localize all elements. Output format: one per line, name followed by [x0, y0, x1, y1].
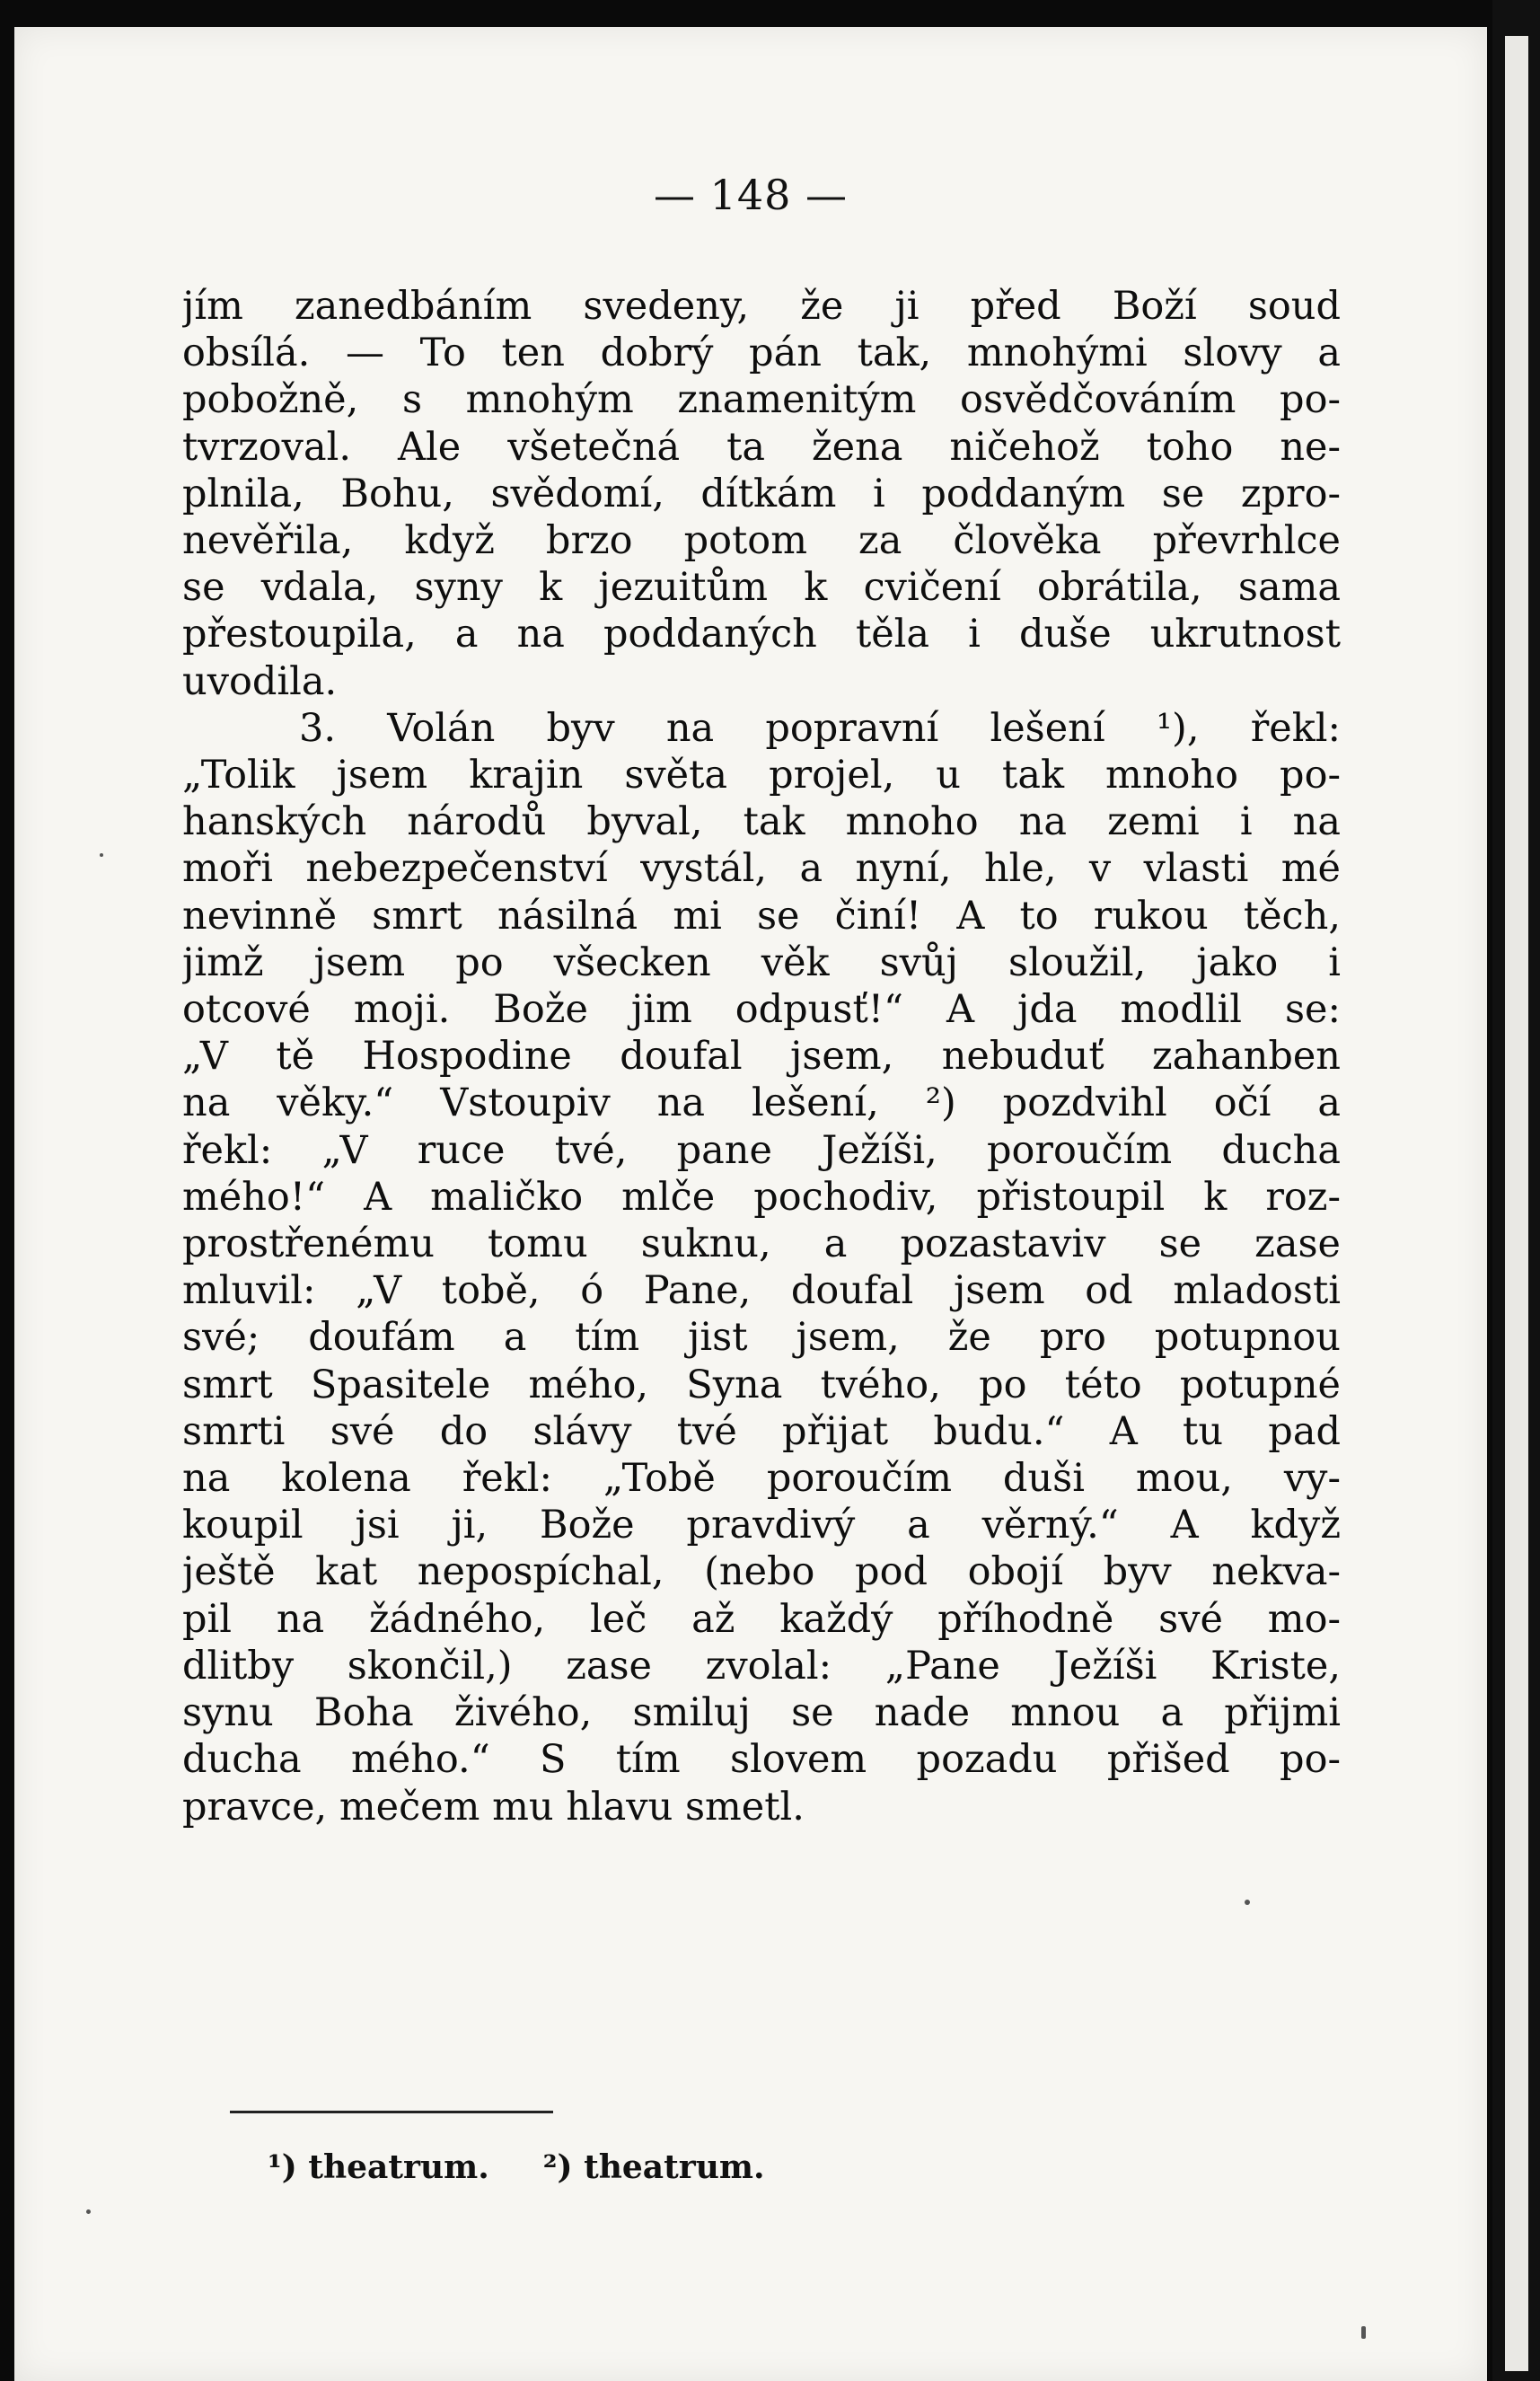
footnote-1: ¹) theatrum.: [268, 2148, 489, 2186]
text-line: přestoupila, a na poddaných těla i duše ukrutnost: [182, 612, 1341, 657]
text-line: mluvil: „V tobě, ó Pane, doufal jsem od mladosti: [182, 1268, 1341, 1314]
text-line: mého!“ A maličko mlče pochodiv, přistoupil k roz-: [182, 1174, 1341, 1220]
text-line: jimž jsem po všecken věk svůj sloužil, jako i: [182, 939, 1341, 985]
footnote-rule: [230, 2111, 553, 2113]
paragraph-start-line: 3. Volán byv na popravní lešení ¹), řekl:: [299, 705, 1341, 751]
text-line: na věky.“ Vstoupiv na lešení, ²) pozdvihl očí a: [182, 1080, 1341, 1126]
text-line: synu Boha živého, smiluj se nade mnou a přijmi: [182, 1690, 1341, 1736]
body-text: [182, 283, 1341, 1830]
text-line: se vdala, syny k jezuitům k cvičení obrátila, sama: [182, 565, 1341, 611]
paper-speck: [1245, 1900, 1250, 1905]
text-line: „Tolik jsem krajin světa projel, u tak mnoho po-: [182, 753, 1341, 798]
text-line: tvrzoval. Ale všetečná ta žena ničehož toho ne-: [182, 424, 1341, 470]
text-line: dlitby skončil,) zase zvolal: „Pane Ježíši Kriste,: [182, 1643, 1341, 1689]
text-line: koupil jsi ji, Bože pravdivý a věrný.“ A když: [182, 1503, 1341, 1548]
text-line: obsílá. — To ten dobrý pán tak, mnohými slovy a: [182, 331, 1341, 376]
text-line: řekl: „V ruce tvé, pane Ježíši, poroučím ducha: [182, 1127, 1341, 1173]
paper-speck: [86, 2209, 91, 2214]
footnote-2: ²) theatrum.: [542, 2148, 765, 2186]
text-line: prostřenému tomu suknu, a pozastaviv se zase: [182, 1221, 1341, 1267]
text-line: plnila, Bohu, svědomí, dítkám i poddaným se zpro-: [182, 471, 1341, 516]
text-line: ještě kat nepospíchal, (nebo pod obojí byv nekva-: [182, 1549, 1341, 1595]
text-line: smrti své do slávy tvé přijat budu.“ A tu pad: [182, 1408, 1341, 1454]
paper-speck: [1361, 2326, 1366, 2339]
text-line: otcové moji. Bože jim odpusť!“ A jda modlil se:: [182, 987, 1341, 1033]
text-line: pobožně, s mnohým znamenitým osvědčováním po-: [182, 377, 1341, 423]
page-number: — 148 —: [653, 171, 849, 219]
text-line: „V tě Hospodine doufal jsem, nebuduť zahanben: [182, 1034, 1341, 1080]
text-line: moři nebezpečenství vystál, a nyní, hle, v vlasti mé: [182, 846, 1341, 892]
text-line: nevinně smrt násilná mi se činí! A to rukou těch,: [182, 893, 1341, 939]
text-line: uvodila.: [182, 658, 338, 704]
text-line: nevěřila, když brzo potom za člověka převrhlce: [182, 518, 1341, 564]
adjacent-page-edge: [1492, 0, 1540, 2381]
text-line: jím zanedbáním svedeny, že ji před Boží soud: [182, 284, 1341, 329]
text-line: ducha mého.“ S tím slovem pozadu přišed po-: [182, 1737, 1341, 1783]
page-edge-strip: [1505, 36, 1528, 2371]
text-line: své; doufám a tím jist jsem, že pro potupnou: [182, 1315, 1341, 1361]
book-page: [14, 27, 1487, 2381]
text-line: smrt Spasitele mého, Syna tvého, po této potupné: [182, 1362, 1341, 1407]
text-line: na kolena řekl: „Tobě poroučím duši mou, vy-: [182, 1456, 1341, 1502]
paper-speck: [100, 853, 103, 857]
footnotes: [268, 2148, 765, 2186]
text-line: pravce, mečem mu hlavu smetl.: [182, 1784, 805, 1830]
text-line: hanských národů byval, tak mnoho na zemi i na: [182, 799, 1341, 845]
text-line: pil na žádného, leč až každý příhodně své mo-: [182, 1596, 1341, 1642]
